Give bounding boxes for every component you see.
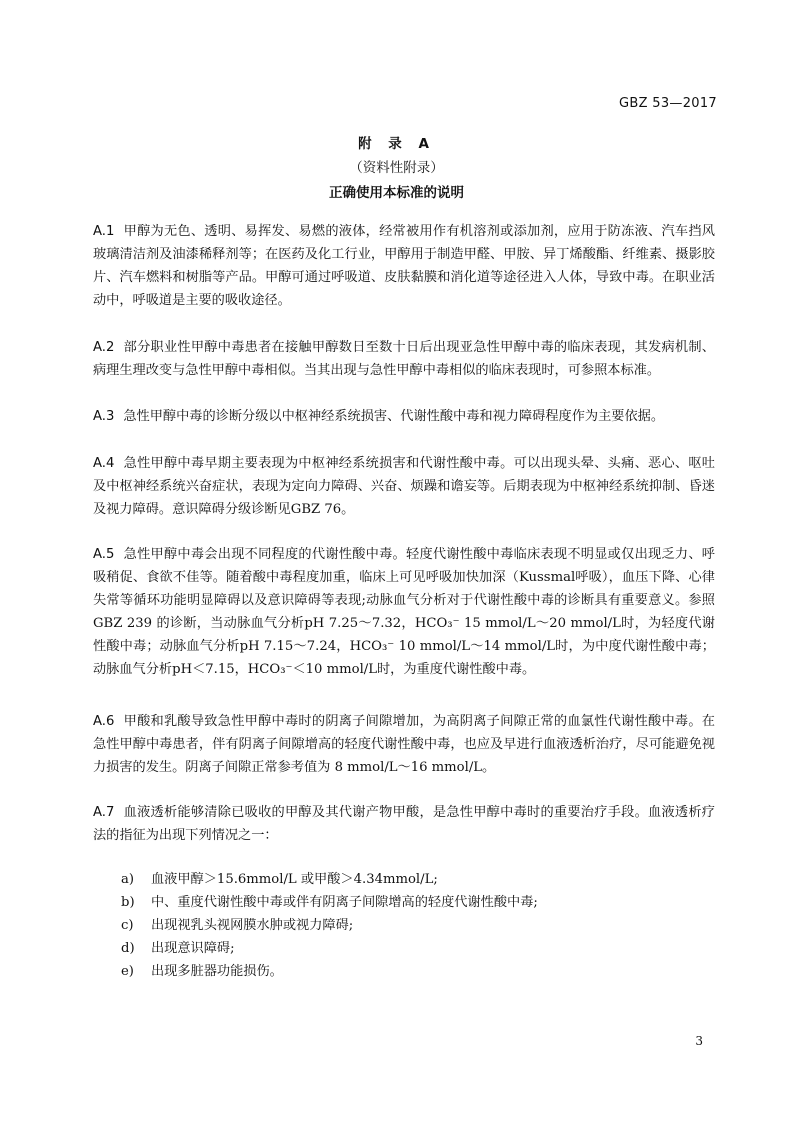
list-item (121, 868, 715, 891)
annex-title: 附 录 A (358, 136, 435, 152)
paragraph-a1 (93, 220, 715, 312)
standard-code: GBZ 53—2017 (619, 96, 717, 111)
list-marker: b) (121, 895, 135, 910)
clause-number: A.1 (93, 224, 115, 239)
clause-number: A.3 (93, 409, 115, 424)
clause-number: A.6 (93, 714, 115, 729)
dialysis-indication-list (121, 868, 715, 983)
list-marker: a) (121, 872, 135, 887)
list-item-text: 出现多脏器功能损伤。 (151, 964, 283, 979)
paragraph-a5 (93, 543, 715, 681)
clause-number: A.2 (93, 340, 115, 355)
clause-text: 血液透析能够清除已吸收的甲醇及其代谢产物甲酸，是急性甲醇中毒时的重要治疗手段。血液透析疗法的指征为出现下列情况之一： (93, 805, 715, 843)
annex-nature: （资料性附录） (349, 160, 444, 176)
list-item (121, 960, 715, 983)
clause-text: 急性甲醇中毒的诊断分级以中枢神经系统损害、代谢性酸中毒和视力障碍程度作为主要依据。 (123, 409, 665, 424)
list-item-text: 出现意识障碍; (151, 941, 235, 956)
list-item-text: 出现视乳头视网膜水肿或视力障碍; (151, 918, 354, 933)
clause-text: 甲酸和乳酸导致急性甲醇中毒时的阴离子间隙增加，为高阴离子间隙正常的血氯性代谢性酸中毒。在急性甲醇中毒患者，伴有阴离子间隙增高的轻度代谢性酸中毒，也应及早进行血液透析治疗，尽可能避免视力损害的发生。阴离子间隙正常参考值为 8 mmol/L～16 mmol/L。 (93, 714, 715, 775)
paragraph-a3 (93, 405, 715, 428)
list-item (121, 937, 715, 960)
paragraph-a4 (93, 452, 715, 521)
paragraph-a2 (93, 336, 715, 382)
page-number: 3 (695, 1034, 703, 1048)
list-marker: e) (121, 964, 134, 979)
list-item-text: 血液甲醇＞15.6mmol/L 或甲酸＞4.34mmol/L; (151, 872, 438, 887)
list-item-text: 中、重度代谢性酸中毒或伴有阴离子间隙增高的轻度代谢性酸中毒; (151, 895, 538, 910)
list-item (121, 891, 715, 914)
clause-text: 甲醇为无色、透明、易挥发、易燃的液体，经常被用作有机溶剂或添加剂，应用于防冻液、汽车挡风玻璃清洁剂及油漆稀释剂等；在医药及化工行业，甲醇用于制造甲醛、甲胺、异丁烯酸酯、纤维素、摄影胶片、汽车燃料和树脂等产品。甲醇可通过呼吸道、皮肤黏膜和消化道等途径进入人体，导致中毒。在职业活动中，呼吸道是主要的吸收途径。 (93, 224, 715, 308)
clause-number: A.7 (93, 805, 115, 820)
annex-name: 正确使用本标准的说明 (329, 185, 464, 201)
list-marker: c) (121, 918, 134, 933)
paragraph-a7 (93, 801, 715, 847)
clause-text: 急性甲醇中毒早期主要表现为中枢神经系统损害和代谢性酸中毒。可以出现头晕、头痛、恶心、呕吐及中枢神经系统兴奋症状，表现为定向力障碍、兴奋、烦躁和谵妄等。后期表现为中枢神经系统抑制、昏迷及视力障碍。意识障碍分级诊断见GBZ 76。 (93, 456, 715, 517)
clause-number: A.4 (93, 456, 115, 471)
clause-number: A.5 (93, 547, 115, 562)
clause-text: 部分职业性甲醇中毒患者在接触甲醇数日至数十日后出现亚急性甲醇中毒的临床表现，其发病机制、病理生理改变与急性甲醇中毒相似。当其出现与急性甲醇中毒相似的临床表现时，可参照本标准。 (93, 340, 715, 378)
paragraph-a6 (93, 710, 715, 779)
list-marker: d) (121, 941, 135, 956)
list-item (121, 914, 715, 937)
clause-text: 急性甲醇中毒会出现不同程度的代谢性酸中毒。轻度代谢性酸中毒临床表现不明显或仅出现乏力、呼吸稍促、食欲不佳等。随着酸中毒程度加重，临床上可见呼吸加快加深（Kussmal呼吸），血压下降、心律失常等循环功能明显障碍以及意识障碍等表现;动脉血气分析对于代谢性酸中毒的诊断具有重要意义。参照GBZ 239 的诊断，当动脉血气分析pH 7.25～7.32，HCO₃⁻ 15 mmol/L～20 mmol/L时，为轻度代谢性酸中毒；动脉血气分析pH 7.15～7.24，HCO₃⁻ 10 mmol/L～14 mmol/L时，为中度代谢性酸中毒；动脉血气分析pH＜7.15，HCO₃⁻＜10 mmol/L时，为重度代谢性酸中毒。 (93, 547, 715, 677)
